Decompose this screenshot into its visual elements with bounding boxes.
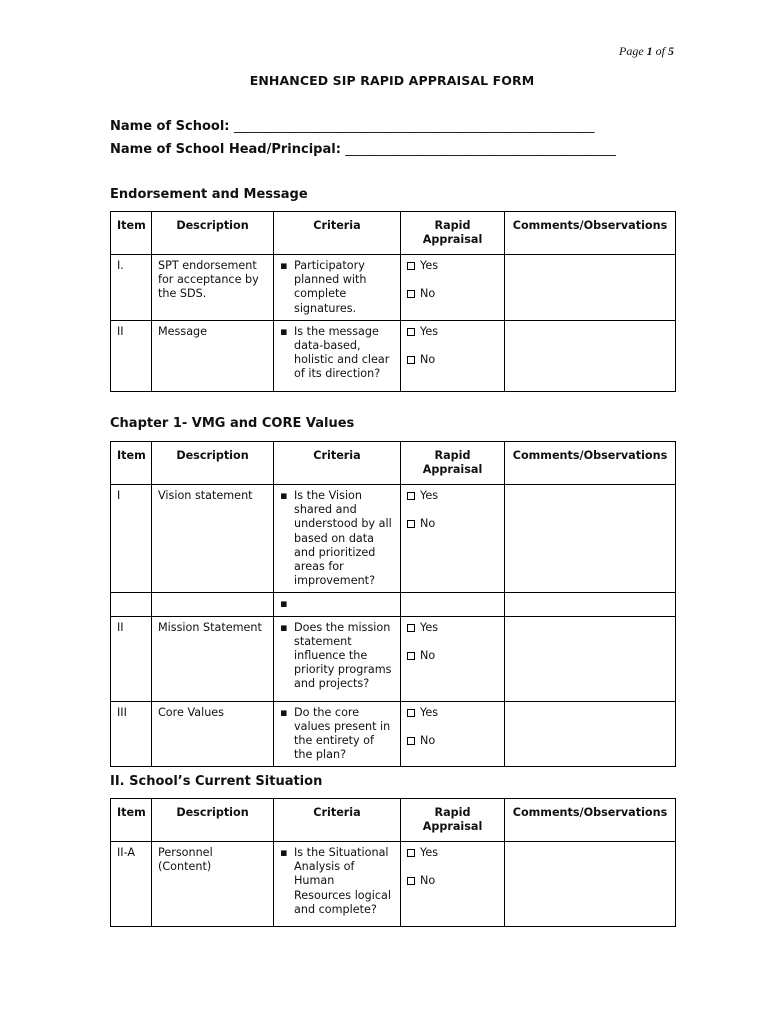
rapid-appraisal-cell <box>401 616 505 701</box>
checkbox-icon[interactable] <box>407 849 415 857</box>
table-row <box>111 255 676 321</box>
checkbox-icon[interactable] <box>407 624 415 632</box>
checkbox-icon[interactable] <box>407 737 415 745</box>
criteria-item <box>280 489 394 588</box>
header-comments: Comments/Observations <box>505 442 676 485</box>
description-cell <box>152 593 274 616</box>
no-checkbox[interactable] <box>407 874 498 888</box>
criteria-item <box>280 706 394 763</box>
appraisal-table <box>110 211 676 392</box>
criteria-item <box>280 621 394 692</box>
checkbox-icon[interactable] <box>407 709 415 717</box>
checkbox-icon[interactable] <box>407 290 415 298</box>
checkbox-label: No <box>420 517 436 531</box>
criteria-text: Participatory planned with complete signatures. <box>294 259 367 315</box>
checkbox-label: No <box>420 353 436 367</box>
header-item: Item <box>111 212 152 255</box>
section-heading: Chapter 1- VMG and CORE Values <box>110 416 355 431</box>
table-row <box>111 593 676 616</box>
bullet-icon: ▪ <box>280 846 288 859</box>
no-checkbox[interactable] <box>407 649 498 663</box>
item-cell <box>111 593 152 616</box>
school-head-field[interactable] <box>110 142 615 157</box>
criteria-cell <box>274 701 401 767</box>
header-item: Item <box>111 799 152 842</box>
description-cell: Personnel (Content) <box>152 842 274 927</box>
criteria-cell <box>274 485 401 593</box>
header-comments: Comments/Observations <box>505 212 676 255</box>
table-row <box>111 616 676 701</box>
header-comments: Comments/Observations <box>505 799 676 842</box>
checkbox-label: Yes <box>420 259 439 272</box>
table-row <box>111 701 676 767</box>
criteria-item <box>280 846 394 917</box>
bullet-icon: ▪ <box>280 705 288 719</box>
comments-cell[interactable] <box>505 842 676 927</box>
checkbox-icon[interactable] <box>407 877 415 885</box>
criteria-item <box>280 325 394 382</box>
form-title: ENHANCED SIP RAPID APPRAISAL FORM <box>249 73 535 88</box>
table-row <box>111 842 676 927</box>
bullet-icon: ▪ <box>280 489 288 502</box>
header-criteria: Criteria <box>274 442 401 485</box>
criteria-text: Is the Situational Analysis of Human Resources logical and complete? <box>294 846 391 916</box>
item-cell: III <box>111 701 152 767</box>
criteria-cell <box>274 255 401 321</box>
table-header-row <box>111 212 676 255</box>
checkbox-icon[interactable] <box>407 492 415 500</box>
comments-cell[interactable] <box>505 593 676 616</box>
rapid-appraisal-cell <box>401 255 505 321</box>
school-head-line[interactable]: _____________________________________________ <box>345 142 616 157</box>
criteria-text: Is the message data-based, holistic and clear of its direction? <box>294 324 390 381</box>
rapid-appraisal-cell <box>401 842 505 927</box>
school-name-line[interactable]: ____________________________________________________________ <box>234 119 595 134</box>
description-cell: Message <box>152 320 274 391</box>
criteria-item <box>280 597 394 611</box>
no-checkbox[interactable] <box>407 287 498 301</box>
item-cell: II <box>111 320 152 391</box>
yes-checkbox[interactable] <box>407 489 498 503</box>
no-checkbox[interactable] <box>407 517 498 531</box>
comments-cell[interactable] <box>505 485 676 593</box>
checkbox-label: Yes <box>420 620 439 634</box>
page-number: Page 1 of 5 <box>619 44 674 58</box>
checkbox-label: Yes <box>420 489 439 502</box>
criteria-item <box>280 259 394 316</box>
comments-cell[interactable] <box>505 320 676 391</box>
header-description: Description <box>152 212 274 255</box>
rapid-appraisal-cell <box>401 593 505 616</box>
item-cell: II <box>111 616 152 701</box>
checkbox-label: No <box>420 648 436 662</box>
checkbox-icon[interactable] <box>407 520 415 528</box>
checkbox-label: Yes <box>420 324 439 338</box>
no-checkbox[interactable] <box>407 353 498 367</box>
school-head-label: Name of School Head/Principal: <box>110 142 341 157</box>
rapid-appraisal-cell <box>401 320 505 391</box>
rapid-appraisal-cell <box>401 485 505 593</box>
item-cell: I. <box>111 255 152 321</box>
header-rapid-appraisal: Rapid Appraisal <box>401 212 505 255</box>
table-header-row <box>111 442 676 485</box>
criteria-cell <box>274 616 401 701</box>
appraisal-table <box>110 798 676 927</box>
rapid-appraisal-cell <box>401 701 505 767</box>
item-cell: I <box>111 485 152 593</box>
checkbox-label: No <box>420 733 436 747</box>
school-name-label: Name of School: <box>110 119 230 134</box>
comments-cell[interactable] <box>505 616 676 701</box>
comments-cell[interactable] <box>505 255 676 321</box>
bullet-icon: ▪ <box>280 259 288 272</box>
criteria-text: Is the Vision shared and understood by all based on data and prioritized areas for improvement? <box>294 489 392 588</box>
criteria-cell <box>274 593 401 616</box>
description-cell: Vision statement <box>152 485 274 593</box>
bullet-icon: ▪ <box>280 597 288 611</box>
description-cell: SPT endorsement for acceptance by the SDS. <box>152 255 274 321</box>
yes-checkbox[interactable] <box>407 259 498 273</box>
checkbox-icon[interactable] <box>407 356 415 364</box>
comments-cell[interactable] <box>505 701 676 767</box>
appraisal-table <box>110 441 676 767</box>
checkbox-label: Yes <box>420 846 439 859</box>
section-heading: II. School’s Current Situation <box>110 774 323 789</box>
description-cell: Core Values <box>152 701 274 767</box>
criteria-cell <box>274 842 401 927</box>
header-item: Item <box>111 442 152 485</box>
item-cell: II-A <box>111 842 152 927</box>
checkbox-icon[interactable] <box>407 262 415 270</box>
criteria-text: Do the core values present in the entirety of the plan? <box>294 705 391 762</box>
header-criteria: Criteria <box>274 799 401 842</box>
checkbox-label: Yes <box>420 705 439 719</box>
yes-checkbox[interactable] <box>407 846 498 860</box>
table-header-row <box>111 799 676 842</box>
description-cell: Mission Statement <box>152 616 274 701</box>
yes-checkbox[interactable] <box>407 706 498 720</box>
header-criteria: Criteria <box>274 212 401 255</box>
no-checkbox[interactable] <box>407 734 498 748</box>
section-heading: Endorsement and Message <box>110 187 308 202</box>
checkbox-icon[interactable] <box>407 328 415 336</box>
header-description: Description <box>152 442 274 485</box>
school-name-field[interactable] <box>110 119 594 134</box>
checkbox-label: No <box>420 287 436 301</box>
criteria-text: Does the mission statement influence the priority programs and projects? <box>294 620 392 691</box>
bullet-icon: ▪ <box>280 620 288 634</box>
yes-checkbox[interactable] <box>407 325 498 339</box>
header-rapid-appraisal: Rapid Appraisal <box>401 442 505 485</box>
table-row <box>111 485 676 593</box>
checkbox-icon[interactable] <box>407 652 415 660</box>
table-row <box>111 320 676 391</box>
yes-checkbox[interactable] <box>407 621 498 635</box>
header-description: Description <box>152 799 274 842</box>
criteria-cell <box>274 320 401 391</box>
checkbox-label: No <box>420 874 436 888</box>
header-rapid-appraisal: Rapid Appraisal <box>401 799 505 842</box>
bullet-icon: ▪ <box>280 324 288 338</box>
